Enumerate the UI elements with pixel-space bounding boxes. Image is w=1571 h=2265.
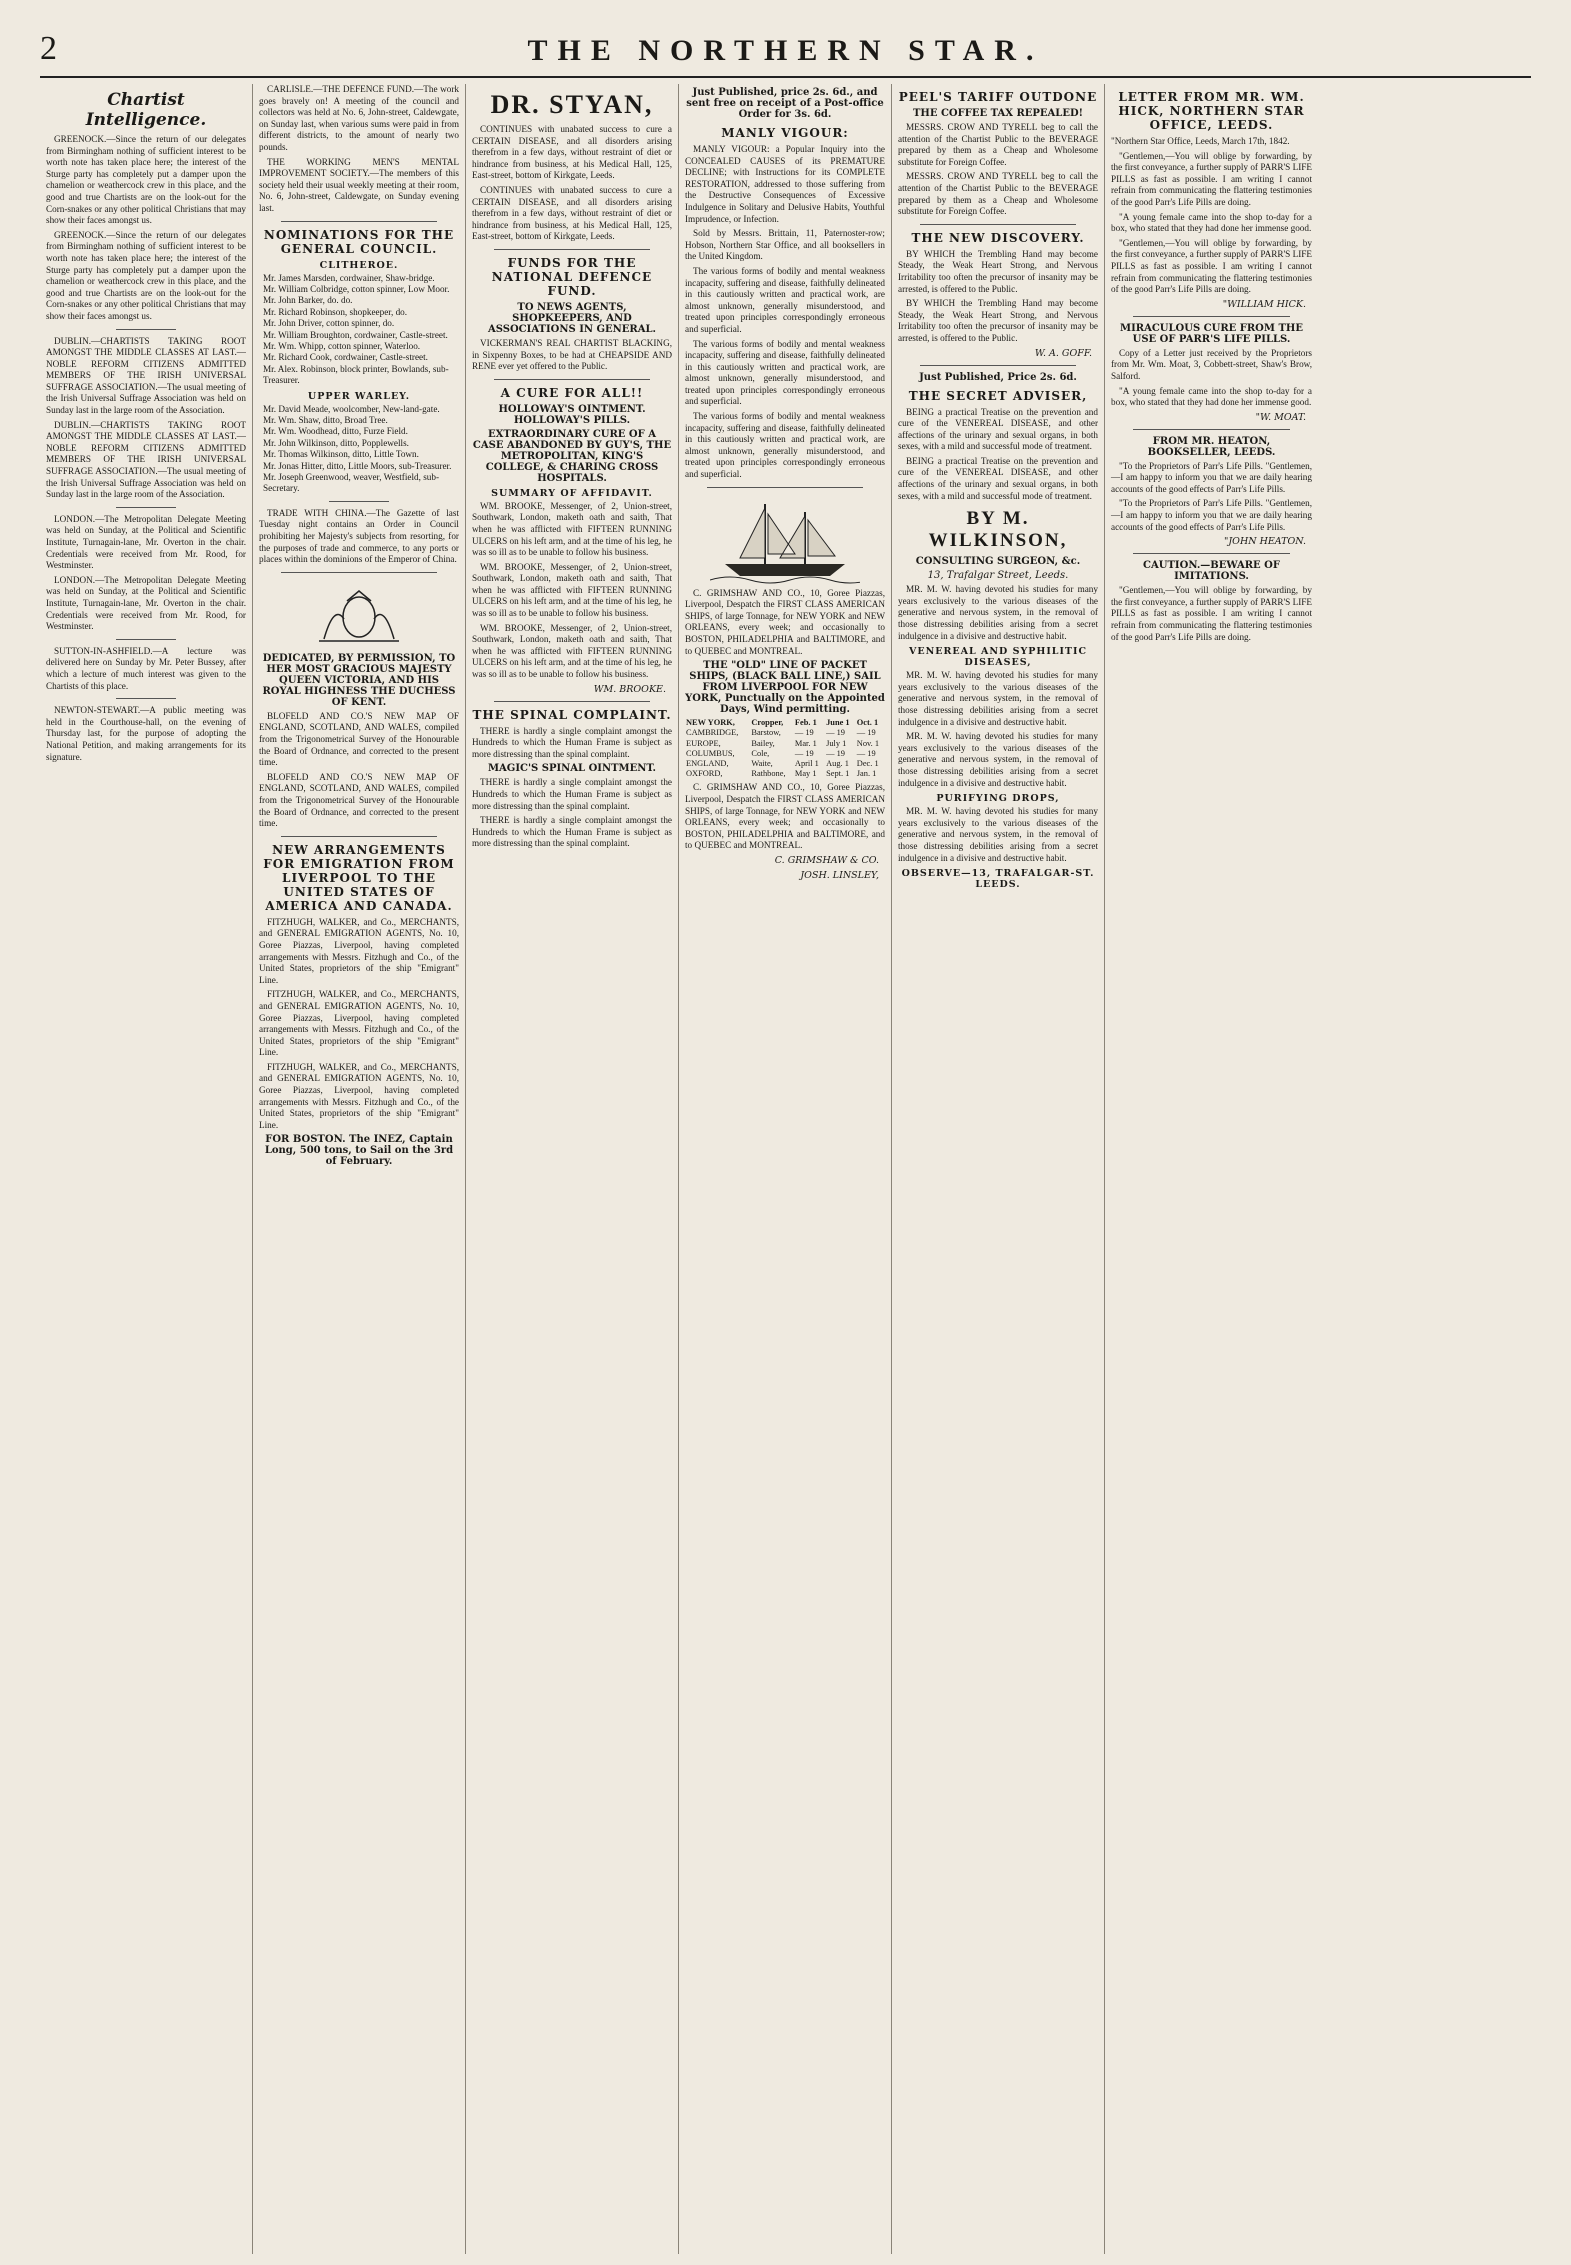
ad-wilkinson-cont3: MR. M. W. having devoted his studies for many years exclusively to the various diseases of the generative and nervous system, in the removal of those distressing debilities arising from a secret indulgence in a divisive and destructive habit. [898,806,1098,863]
divider [1133,429,1290,430]
sailing-notice: FOR BOSTON. The INEZ, Captain Long, 500 tons, to Sail on the 3rd of February. [264,1134,454,1168]
ad-manly-vigour: MANLY VIGOUR: a Popular Inquiry into the CONCEALED CAUSES of its PREMATURE DECLINE; with Instructions for its COMPLETE RESTORATION, addressed to those suffering from the Destructive Consequences of Excessive Indulgence in Solitary and Delusive Habits, Youthful Imprudence, or Infection. [685,144,885,224]
ad-fitzhugh-walker-cont: FITZHUGH, WALKER, and Co., MERCHANTS, and GENERAL EMIGRATION AGENTS, No. 10, Goree Piazzas, Liverpool, having completed arrangements with Messrs. Fitzhugh and Co., of the United States, proprietors of the ship "Emigrant" Line. [259,989,459,1058]
place-upper-warley: UPPER WARLEY. [307,390,411,402]
nominee: Mr. John Driver, cotton spinner, do. [263,318,395,329]
article-greenock: GREENOCK.—Since the return of our delegates from Birmingham nothing of sufficient interest to be worth note has taken place here; the interest of the Sturge party has completely put a damper upon the chamelion or weathercock crew in this place, and the good and true Chartists are on the look-out for the Corn-snakes or any other political Christians that may show their faces amongst us. [46,134,246,226]
ad-crow-tyrell: MESSRS. CROW AND TYRELL beg to call the attention of the Chartist Public to the BEVERAGE prepared by them as a Cheap and Wholesome substitute for Foreign Coffee. [898,122,1098,167]
divider [1133,553,1290,554]
ad-dr-styan: CONTINUES with unabated success to cure a CERTAIN DISEASE, and all disorders arising therefrom in a few days, without restraint of diet or hindrance from business, at his Medical Hall, 125, East-street, bottom of Kirkgate, Leeds. [472,124,672,181]
sail-date: — 19 [826,728,845,738]
ad-crow-tyrell-cont: MESSRS. CROW AND TYRELL beg to call the attention of the Chartist Public to the BEVERAGE prepared by them as a Cheap and Wholesome substitute for Foreign Coffee. [898,171,1098,217]
sail-date: June 1 [826,718,850,728]
nominee: Mr. William Colbridge, cotton spinner, Low Moor. [263,283,450,294]
ad-spinal-complaint: THERE is hardly a single complaint amongst the Hundreds to which the Human Frame is subject as more distressing than the spinal complaint. [472,725,672,759]
brooke-affidavit: WM. BROOKE, Messenger, of 2, Union-street, Southwark, London, maketh oath and saith, That when he was afflicted with FIFTEEN RUNNING ULCERS on his left arm, and at the time of his leg, he was so ill as to be unable to follow his business. [472,500,672,558]
wilkinson-subtitle: CONSULTING SURGEON, &c. [915,556,1081,568]
column-coffee-tariff [892,84,1105,2254]
divider [707,487,863,488]
section-title-peels-tariff: PEEL'S TARIFF OUTDONE [898,90,1098,104]
section-title-secret-adviser: THE SECRET ADVISER, [908,388,1088,403]
nominee: Mr. Wm. Woodhead, ditto, Furze Field. [263,426,408,437]
heaton-letter: "To the Proprietors of Parr's Life Pills. "Gentlemen,—I am happy to inform you that we are daily hearing accounts of the good effects of Parr's Life Pills. [1111,460,1312,494]
ad-secret-adviser-cont: BEING a practical Treatise on the prevention and cure of the VENEREAL DISEASE, and other affections of the urinary and sexual organs, in both sexes, with a mild and successful mode of treatment. [898,455,1098,501]
miraculous-cure-heading: MIRACULOUS CURE FROM THE USE OF PARR'S LIFE PILLS. [1120,322,1303,345]
captain: Rathbone, [751,769,786,779]
masthead [40,30,1531,78]
ad-blofeld-map: BLOFELD AND CO.'S NEW MAP OF ENGLAND, SCOTLAND, AND WALES, compiled from the Trigonometrical Survey of the Honourable the Board of Ordnance, and corrected to the present time. [259,710,459,768]
divider [116,639,176,640]
article-working-men: THE WORKING MEN'S MENTAL IMPROVEMENT SOCIETY.—The members of this society held their usual weekly meeting at their room, No. 6, John-street, Caldewgate, on Sunday evening last. [259,156,459,213]
heaton-signature: "JOHN HEATON. [1224,536,1306,548]
article-london-cont: LONDON.—The Metropolitan Delegate Meeting was held on Sunday, at the Political and Scientific Institute, Turnagain-lane, Mr. Overton in the chair. Credentials were received from Mr. Rood, for Westminster. [46,574,246,632]
article-greenock-filler: GREENOCK.—Since the return of our delegates from Birmingham nothing of sufficient interest to be worth note has taken place here; the interest of the Sturge party has completely put a damper upon the chamelion or weathercock crew in this place, and the good and true Chartists are on the look-out for the Corn-snakes or any other political Christians that may show their faces amongst us. [46,229,246,321]
divider [494,379,650,380]
royal-arms-illustration [304,579,414,649]
manly-vigour-notice: Just Published, price 2s. 6d., and sent free on receipt of a Post-office Order for 3s. 6d. [686,87,884,120]
heaton-letter-cont: "To the Proprietors of Parr's Life Pills. "Gentlemen,—I am happy to inform you that we are daily hearing accounts of the good effects of Parr's Life Pills. [1111,498,1312,532]
table-row [685,739,885,749]
column-dr-styan [466,84,679,2254]
moat-letter-intro: Copy of a Letter just received by the Proprietors from Mr. Wm. Moat, 3, Cobbett-street, Shaw's Brow, Salford. [1111,347,1312,381]
sail-date: Nov. 1 [856,738,880,748]
ship-name: NEW YORK, [686,718,735,728]
divider [920,365,1076,366]
sail-date: July 1 [826,738,847,748]
manly-vigour-agents: Sold by Messrs. Brittain, 11, Paternoster-row; Hobson, Northern Star Office, and all booksellers in the United Kingdom. [685,228,885,262]
section-title-defence-fund: FUNDS FOR THE NATIONAL DEFENCE FUND. [491,255,653,298]
ship-name: COLUMBUS, [686,748,735,758]
captain: Waite, [751,759,773,768]
manly-vigour-review: The various forms of bodily and mental weakness incapacity, suffering and disease, faithfully delineated in this cautiously written and practical work, are almost unknown, generally misunderstood, and treated upon principles correspondingly erroneous and superficial. [685,265,885,334]
sail-date: Mar. 1 [794,738,817,748]
sailing-schedule-table [685,718,885,779]
article-sutton: SUTTON-IN-ASHFIELD.—A lecture was delivered here on Sunday by Mr. Peter Bussey, after which a lecture of much interest was given to the Chartists of this place. [46,645,246,691]
ad-fitzhugh-walker-cont2: FITZHUGH, WALKER, and Co., MERCHANTS, and GENERAL EMIGRATION AGENTS, No. 10, Goree Piazzas, Liverpool, having completed arrangements with Messrs. Fitzhugh and Co., of the United States, proprietors of the ship "Emigrant" Line. [259,1061,459,1130]
section-title-spinal: THE SPINAL COMPLAINT. [472,707,672,722]
wilkinson-address: 13, Trafalgar Street, Leeds. [927,570,1069,582]
captain: Bailey, [751,738,775,748]
sail-date: May 1 [794,769,817,779]
sail-date: Aug. 1 [826,759,849,768]
place-clitheroe: CLITHEROE. [319,259,399,271]
ad-vickerman-blacking: VICKERMAN'S REAL CHARTIST BLACKING, in Sixpenny Boxes, to be had at CHEAPSIDE AND RENE ever yet offered to the Public. [472,337,672,372]
article-london: LONDON.—The Metropolitan Delegate Meeting was held on Sunday, at the Political and Scientific Institute, Turnagain-lane, Mr. Overton in the chair. Credentials were received from Mr. Rood, for Westminster. [46,513,246,571]
nominee: Mr. William Broughton, cordwainer, Castle-street. [263,329,448,340]
ad-wilkinson: MR. M. W. having devoted his studies for many years exclusively to the various diseases of the generative and nervous system, in the removal of those distressing debilities arising from a secret indulgence in a divisive and destructive habit. [898,584,1098,641]
nominee: Mr. Richard Cook, cordwainer, Castle-street. [263,352,428,363]
table-row [685,728,885,738]
secret-adviser-notice: Just Published, Price 2s. 6d. [919,371,1077,383]
affidavit-heading: SUMMARY OF AFFIDAVIT. [491,487,653,499]
ad-new-discovery-cont: BY WHICH the Trembling Hand may become Steady, the Weak Heart Strong, and Nervous Irritability too often the precursor of insanity may be arrested, is offered to the Public. [898,298,1098,343]
sail-date: — 19 [856,728,876,738]
divider [116,698,176,699]
moat-signature: "W. MOAT. [1255,411,1306,423]
ship-name: ENGLAND, [686,759,729,768]
article-carlisle: CARLISLE.—THE DEFENCE FUND.—The work goes bravely on! A meeting of the council and collectors was held at No. 6, John-street, Caldewgate, on Sunday last, when various sums were paid in from different districts, to the amount of nearly two pounds. [259,84,459,152]
section-title-new-discovery: THE NEW DISCOVERY. [911,230,1085,245]
nominee: Mr. David Meade, woolcomber, New-land-gate. [263,403,440,414]
divider [116,329,176,330]
ad-spinal-complaint-cont2: THERE is hardly a single complaint amongst the Hundreds to which the Human Frame is subject as more distressing than the spinal complaint. [472,815,672,849]
newspaper-columns [40,84,1531,2254]
coffee-tax-subtitle: THE COFFEE TAX REPEALED! [912,108,1084,119]
hick-letter-cont: "A young female came into the shop to-day for a box, who stated that they had done her immense good. [1111,211,1312,234]
section-title-hick-letter: LETTER FROM MR. WM. HICK, NORTHERN STAR OFFICE, LEEDS. [1118,90,1305,132]
grimshaw-signature: C. GRIMSHAW & CO. [774,854,879,866]
defence-fund-subtitle: TO NEWS AGENTS, SHOPKEEPERS, AND ASSOCIATIONS IN GENERAL. [487,301,657,335]
nominee: Mr. Richard Robinson, shopkeeper, do. [263,306,408,317]
brooke-signature: WM. BROOKE. [593,683,666,695]
sail-date: — 19 [794,748,814,758]
column-parrs-life-pills [1105,84,1318,2254]
divider [920,224,1076,225]
article-trade-china: TRADE WITH CHINA.—The Gazette of last Tuesday night contains an Order in Council prohibiting her Majesty's subjects from resorting, for the purposes of trade and commerce, to any ports or places within the dominions of the Emperor of China. [259,507,459,565]
captain: Cropper, [751,718,784,728]
ad-wilkinson-cont: MR. M. W. having devoted his studies for many years exclusively to the various diseases of the generative and nervous system, in the removal of those distressing debilities arising from a secret indulgence in a divisive and destructive habit. [898,670,1098,727]
hick-letter: "Gentlemen,—You will oblige by forwarding, by the first conveyance, a further supply of PARR'S LIFE PILLS as fast as possible. I am writing I cannot refrain from communicating the flattering testimonies of the good Parr's Life Pills are doing. [1111,150,1312,207]
magic-ointment-title: MAGIC'S SPINAL OINTMENT. [487,763,657,775]
ship-name: EUROPE, [686,738,721,748]
section-title-cure-for-all: A CURE FOR ALL!! [500,385,644,400]
heaton-heading: FROM MR. HEATON, BOOKSELLER, LEEDS. [1147,435,1276,458]
section-title-nominations: NOMINATIONS FOR THE GENERAL COUNCIL. [263,227,455,256]
section-title-dr-styan: DR. STYAN, [490,90,654,119]
ad-spinal-complaint-cont: THERE is hardly a single complaint amongst the Hundreds to which the Human Frame is subject as more distressing than the spinal complaint. [472,777,672,811]
sail-date: — 19 [826,748,845,758]
ad-secret-adviser: BEING a practical Treatise on the prevention and cure of the VENEREAL DISEASE, and other affections of the urinary and sexual organs, in both sexes, with a mild and successful mode of treatment. [898,406,1098,452]
sail-date: — 19 [794,728,814,738]
caution-text: "Gentlemen,—You will oblige by forwarding, by the first conveyance, a further supply of PARR'S LIFE PILLS as fast as possible. I am writing I cannot refrain from communicating the flattering testimonies of the good Parr's Life Pills are doing. [1111,585,1312,642]
column-nominations [253,84,466,2254]
venereal-heading: VENEREAL AND SYPHILITIC DISEASES, [908,646,1088,669]
nominee: Mr. Jonas Hitter, ditto, Little Moors, sub-Treasurer. [263,460,452,471]
table-row [685,759,885,769]
section-title-chartist-intelligence: Chartist Intelligence. [85,90,207,130]
sail-date: Dec. 1 [856,759,879,768]
sail-date: Oct. 1 [856,718,879,728]
divider [494,701,650,702]
sail-date: Jan. 1 [856,769,877,779]
column-chartist-intelligence [40,84,253,2254]
nominee: Mr. John Barker, do. do. [263,295,353,306]
ad-blofeld-map-cont: BLOFELD AND CO.'S NEW MAP OF ENGLAND, SCOTLAND, AND WALES, compiled from the Trigonometrical Survey of the Honourable the Board of Ordnance, and corrected to the present time. [259,771,459,829]
nominee: Mr. Wm. Whipp, cotton spinner, Waterloo. [263,340,421,351]
goff-signature: W. A. GOFF. [1034,347,1092,359]
sail-date: Sept. 1 [826,769,850,779]
black-ball-line: THE "OLD" LINE OF PACKET SHIPS, (BLACK BALL LINE,) SAIL FROM LIVERPOOL FOR NEW YORK, Punctually on the Appointed Days, Wind permitting. [685,660,885,716]
purifying-drops-heading: PURIFYING DROPS, [936,793,1060,805]
holloway-subtitle: HOLLOWAY'S OINTMENT. HOLLOWAY'S PILLS. [498,403,646,426]
divider [116,507,176,508]
nominee: Mr. James Marsden, cordwainer, Shaw-bridge. [263,272,435,283]
manly-vigour-review-cont: The various forms of bodily and mental weakness incapacity, suffering and disease, faithfully delineated in this cautiously written and practical work, are almost unknown, generally misunderstood, and treated upon principles correspondingly erroneous and superficial. [685,338,885,407]
linsley-signature: JOSH. LINSLEY, [800,869,879,881]
sail-date: — 19 [856,748,876,758]
holloway-headline: EXTRAORDINARY CURE OF A CASE ABANDONED BY GUY'S, THE METROPOLITAN, KING'S COLLEGE, & CHARING CROSS HOSPITALS. [472,428,672,484]
caution-heading: CAUTION.—BEWARE OF IMITATIONS. [1143,560,1280,583]
table-row [685,718,885,728]
hick-letter-cont2: "Gentlemen,—You will oblige by forwarding, by the first conveyance, a further supply of PARR'S LIFE PILLS as fast as possible. I am writing I cannot refrain from communicating the flattering testimonies of the good Parr's Life Pills are doing. [1111,237,1312,295]
article-newton-stewart: NEWTON-STEWART.—A public meeting was held in the Courthouse-hall, on the evening of Thursday last, for the purpose of adopting the National Petition, and making arrangements for its signature. [46,705,246,762]
section-title-manly-vigour: MANLY VIGOUR: [721,126,849,140]
nominee: Mr. Alex. Robinson, block printer, Bowlands, sub-Treasurer. [263,363,449,386]
divider [281,221,437,222]
observe-address: OBSERVE—13, TRAFALGAR-ST. LEEDS. [901,868,1095,891]
divider [281,572,437,573]
hick-dateline: "Northern Star Office, Leeds, March 17th, 1842. [1111,136,1290,146]
ship-name: OXFORD, [686,769,723,779]
column-manly-vigour [679,84,892,2254]
captain: Cole, [751,748,770,758]
captain: Barstow, [751,728,781,738]
section-title-emigration: NEW ARRANGEMENTS FOR EMIGRATION FROM LIVERPOOL TO THE UNITED STATES OF AMERICA AND CANADA. [263,842,455,913]
sail-date: Feb. 1 [794,718,817,728]
divider [281,836,437,837]
ad-new-discovery: BY WHICH the Trembling Hand may become Steady, the Weak Heart Strong, and Nervous Irritability too often the precursor of insanity may be arrested, is offered to the Public. [898,248,1098,294]
paper-title: THE NORTHERN STAR. [527,34,1044,67]
ad-dr-styan-cont: CONTINUES with unabated success to cure a CERTAIN DISEASE, and all disorders arising therefrom in a few days, without restraint of diet or hindrance from business, at his Medical Hall, 125, East-street, bottom of Kirkgate, Leeds. [472,184,672,242]
hick-signature: "WILLIAM HICK. [1222,298,1306,310]
table-row [685,769,885,779]
nominee: Mr. Joseph Greenwood, weaver, Westfield, sub-Secretary. [263,472,440,494]
table-row [685,749,885,759]
article-dublin-cont: DUBLIN.—CHARTISTS TAKING ROOT AMONGST THE MIDDLE CLASSES AT LAST.—NOBLE REFORM CITIZENS ADMITTED MEMBERS OF THE IRISH UNIVERSAL SUFFRAGE ASSOCIATION.—The usual meeting of the Irish Universal Suffrage Association was held on Sunday last in the large room of the Association. [46,419,246,500]
divider [494,249,650,250]
ship-illustration [710,494,860,584]
nominee: Mr. Wm. Shaw, ditto, Broad Tree. [263,415,388,425]
page-number: 2 [40,30,57,67]
nominee: Mr. Thomas Wilkinson, ditto, Little Town. [263,449,419,460]
ad-wilkinson-cont2: MR. M. W. having devoted his studies for many years exclusively to the various diseases of the generative and nervous system, in the removal of those distressing debilities arising from a secret indulgence in a divisive and destructive habit. [898,731,1098,788]
ad-fitzhugh-walker: FITZHUGH, WALKER, and Co., MERCHANTS, and GENERAL EMIGRATION AGENTS, No. 10, Goree Piazzas, Liverpool, having completed arrangements with Messrs. Fitzhugh and Co., of the United States, proprietors of the ship "Emigrant" Line. [259,916,459,985]
brooke-affidavit-cont: WM. BROOKE, Messenger, of 2, Union-street, Southwark, London, maketh oath and saith, That when he was afflicted with FIFTEEN RUNNING ULCERS on his left arm, and at the time of his leg, he was so ill as to be unable to follow his business. [472,561,672,619]
sail-date: April 1 [794,759,819,768]
ad-grimshaw-ships-cont: C. GRIMSHAW AND CO., 10, Goree Piazzas, Liverpool, Despatch the FIRST CLASS AMERICAN SHIPS, of large Tonnage, for NEW YORK and NEW ORLEANS, every week; and occasionally to BOSTON, PHILADELPHIA and BALTIMORE, and to QUEBEC and MONTREAL. [685,782,885,851]
section-title-wilkinson: BY M. WILKINSON, [928,508,1068,552]
dedication: DEDICATED, BY PERMISSION, TO HER MOST GRACIOUS MAJESTY QUEEN VICTORIA, AND HIS ROYAL HIGHNESS THE DUCHESS OF KENT. [262,652,456,708]
article-dublin: DUBLIN.—CHARTISTS TAKING ROOT AMONGST THE MIDDLE CLASSES AT LAST.—NOBLE REFORM CITIZENS ADMITTED MEMBERS OF THE IRISH UNIVERSAL SUFFRAGE ASSOCIATION.—The usual meeting of the Irish Universal Suffrage Association was held on Sunday last in the large room of the Association. [46,335,246,416]
ad-grimshaw-ships: C. GRIMSHAW AND CO., 10, Goree Piazzas, Liverpool, Despatch the FIRST CLASS AMERICAN SHIPS, of large Tonnage, for NEW YORK and NEW ORLEANS, every week; and occasionally to BOSTON, PHILADELPHIA and BALTIMORE, and to QUEBEC and MONTREAL. [685,587,885,656]
divider [329,501,389,502]
moat-letter: "A young female came into the shop to-day for a box, who stated that they had done her immense good. [1111,385,1312,408]
brooke-affidavit-cont2: WM. BROOKE, Messenger, of 2, Union-street, Southwark, London, maketh oath and saith, That when he was afflicted with FIFTEEN RUNNING ULCERS on his left arm, and at the time of his leg, he was so ill as to be unable to follow his business. [472,622,672,680]
ship-name: CAMBRIDGE, [686,728,739,738]
divider [1133,316,1290,317]
nominee: Mr. John Wilkinson, ditto, Popplewells. [263,437,409,448]
manly-vigour-review-cont2: The various forms of bodily and mental weakness incapacity, suffering and disease, faithfully delineated in this cautiously written and practical work, are almost unknown, generally misunderstood, and treated upon principles correspondingly erroneous and superficial. [685,411,885,480]
